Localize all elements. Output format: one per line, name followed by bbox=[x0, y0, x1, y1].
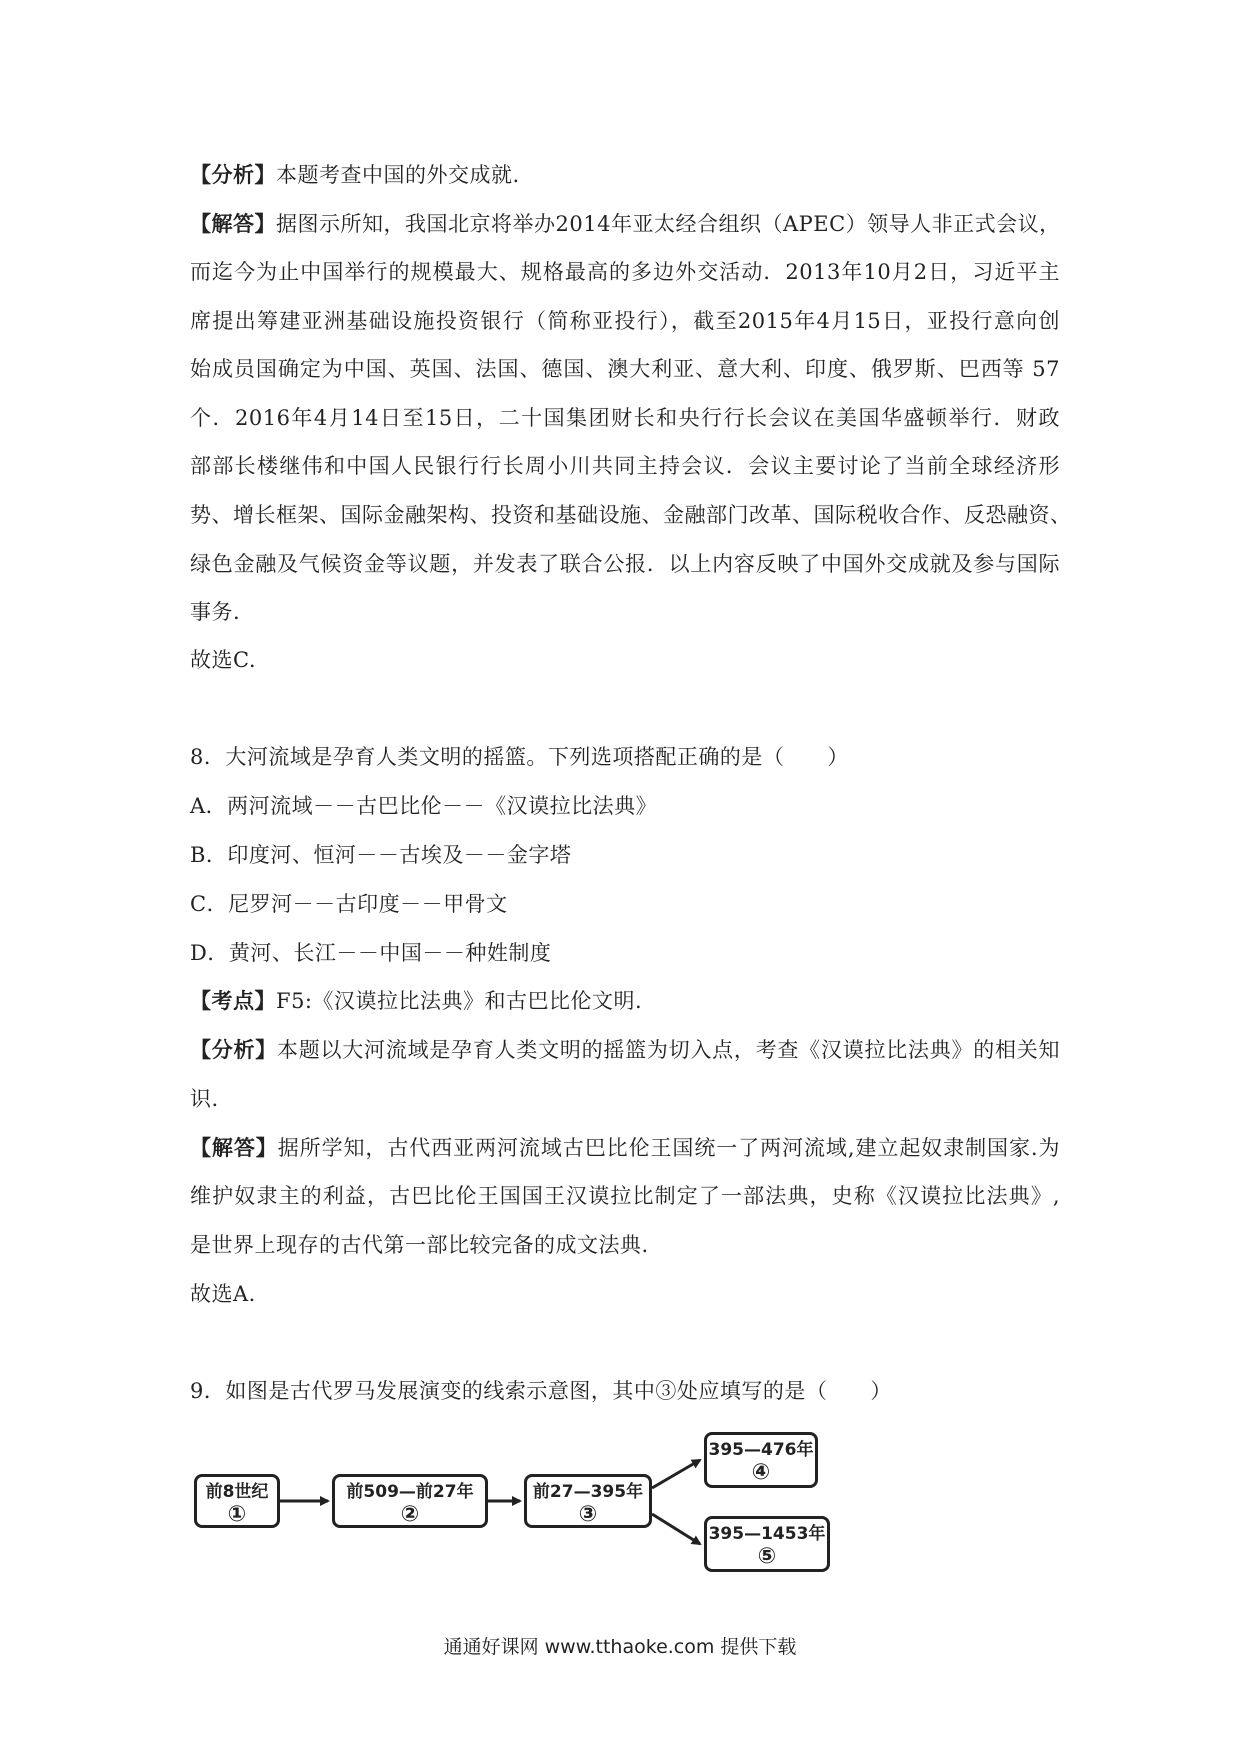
q7-answer-tag: 【解答】 bbox=[190, 211, 276, 236]
node-5-period: 395—1453年 bbox=[708, 1524, 826, 1544]
q8-analysis-last: 识. bbox=[190, 1087, 219, 1111]
q7-answer-line-4: 始成员国确定为中国、英国、法国、德国、澳大利亚、意大利、印度、俄罗斯、巴西等 57 bbox=[190, 357, 1060, 381]
node-1-period: 前8世纪 bbox=[205, 1482, 269, 1502]
q8-point-tag: 【考点】 bbox=[190, 988, 276, 1013]
node-2-period: 前509—前27年 bbox=[346, 1482, 474, 1502]
node-3-period: 前27—395年 bbox=[532, 1482, 644, 1502]
q8-analysis-tag: 【分析】 bbox=[190, 1037, 278, 1062]
page-footer: 通通好课网 www.tthaoke.com 提供下载 bbox=[443, 1636, 797, 1658]
q7-choice: 故选C. bbox=[190, 648, 256, 672]
q8-option-a: A．两河流域－－古巴比伦－－《汉谟拉比法典》 bbox=[190, 794, 658, 818]
q7-answer-line-7: 势、增长框架、国际金融架构、投资和基础设施、金融部门改革、国际税收合作、反恐融资、 bbox=[190, 503, 1072, 527]
q7-answer-line-8: 绿色金融及气候资金等议题，并发表了联合公报．以上内容反映了中国外交成就及参与国际 bbox=[190, 552, 1060, 576]
timeline-node-3 bbox=[524, 1474, 652, 1528]
q9-stem: 9．如图是古代罗马发展演变的线索示意图，其中③处应填写的是（ ） bbox=[190, 1379, 892, 1403]
timeline-node-5 bbox=[704, 1516, 830, 1572]
q7-answer-line-5: 个．2016年4月14日至15日，二十国集团财长和央行行长会议在美国华盛顿举行．财政 bbox=[190, 406, 1060, 430]
q8-answer-last: 是世界上现存的古代第一部比较完备的成文法典. bbox=[190, 1233, 649, 1257]
node-5-mark: ⑤ bbox=[757, 1544, 777, 1569]
timeline-node-1 bbox=[194, 1474, 280, 1528]
q8-analysis-text-1: 本题以大河流域是孕育人类文明的摇篮为切入点，考查《汉谟拉比法典》的相关知 bbox=[277, 1038, 1061, 1062]
timeline-node-2 bbox=[332, 1474, 488, 1528]
arrow-3-to-5 bbox=[652, 1514, 700, 1544]
q7-analysis-text: 本题考查中国的外交成就. bbox=[276, 163, 520, 187]
q8-point-text: F5:《汉谟拉比法典》和古巴比伦文明. bbox=[276, 989, 643, 1013]
node-4-period: 395—476年 bbox=[708, 1440, 814, 1460]
node-4-mark: ④ bbox=[751, 1460, 771, 1485]
q7-answer-line-6: 部部长楼继伟和中国人民银行行长周小川共同主持会议．会议主要讨论了当前全球经济形 bbox=[190, 454, 1060, 478]
node-2-mark: ② bbox=[400, 1502, 420, 1527]
q7-answer-line-2: 而迄今为止中国举行的规模最大、规格最高的多边外交活动．2013年10月2日，习近平主 bbox=[190, 260, 1060, 284]
q8-option-d: D．黄河、长江－－中国－－种姓制度 bbox=[190, 941, 552, 965]
q8-option-c: C．尼罗河－－古印度－－甲骨文 bbox=[190, 892, 508, 916]
q7-analysis-tag: 【分析】 bbox=[190, 162, 276, 187]
node-1-mark: ① bbox=[227, 1502, 247, 1527]
q8-answer-tag: 【解答】 bbox=[190, 1135, 278, 1160]
q8-choice: 故选A. bbox=[190, 1282, 256, 1306]
q8-answer-line-2: 维护奴隶主的利益，古巴比伦王国国王汉谟拉比制定了一部法典，史称《汉谟拉比法典》, bbox=[190, 1184, 1060, 1208]
node-3-mark: ③ bbox=[578, 1502, 598, 1527]
q8-stem: 8．大河流域是孕育人类文明的摇篮。下列选项搭配正确的是（ ） bbox=[190, 745, 849, 769]
q7-answer-last: 事务. bbox=[190, 600, 241, 624]
arrow-3-to-4 bbox=[652, 1460, 700, 1488]
timeline-node-4 bbox=[704, 1432, 818, 1488]
q7-answer-text-1: 据图示所知，我国北京将举办2014年亚太经合组织（APEC）领导人非正式会议， bbox=[276, 212, 1061, 236]
q8-answer-text-1: 据所学知，古代西亚两河流域古巴比伦王国统一了两河流域,建立起奴隶制国家.为 bbox=[277, 1136, 1060, 1160]
q8-option-b: B．印度河、恒河－－古埃及－－金字塔 bbox=[190, 843, 572, 867]
q7-answer-line-3: 席提出筹建亚洲基础设施投资银行（简称亚投行），截至2015年4月15日，亚投行意向创 bbox=[190, 309, 1060, 333]
